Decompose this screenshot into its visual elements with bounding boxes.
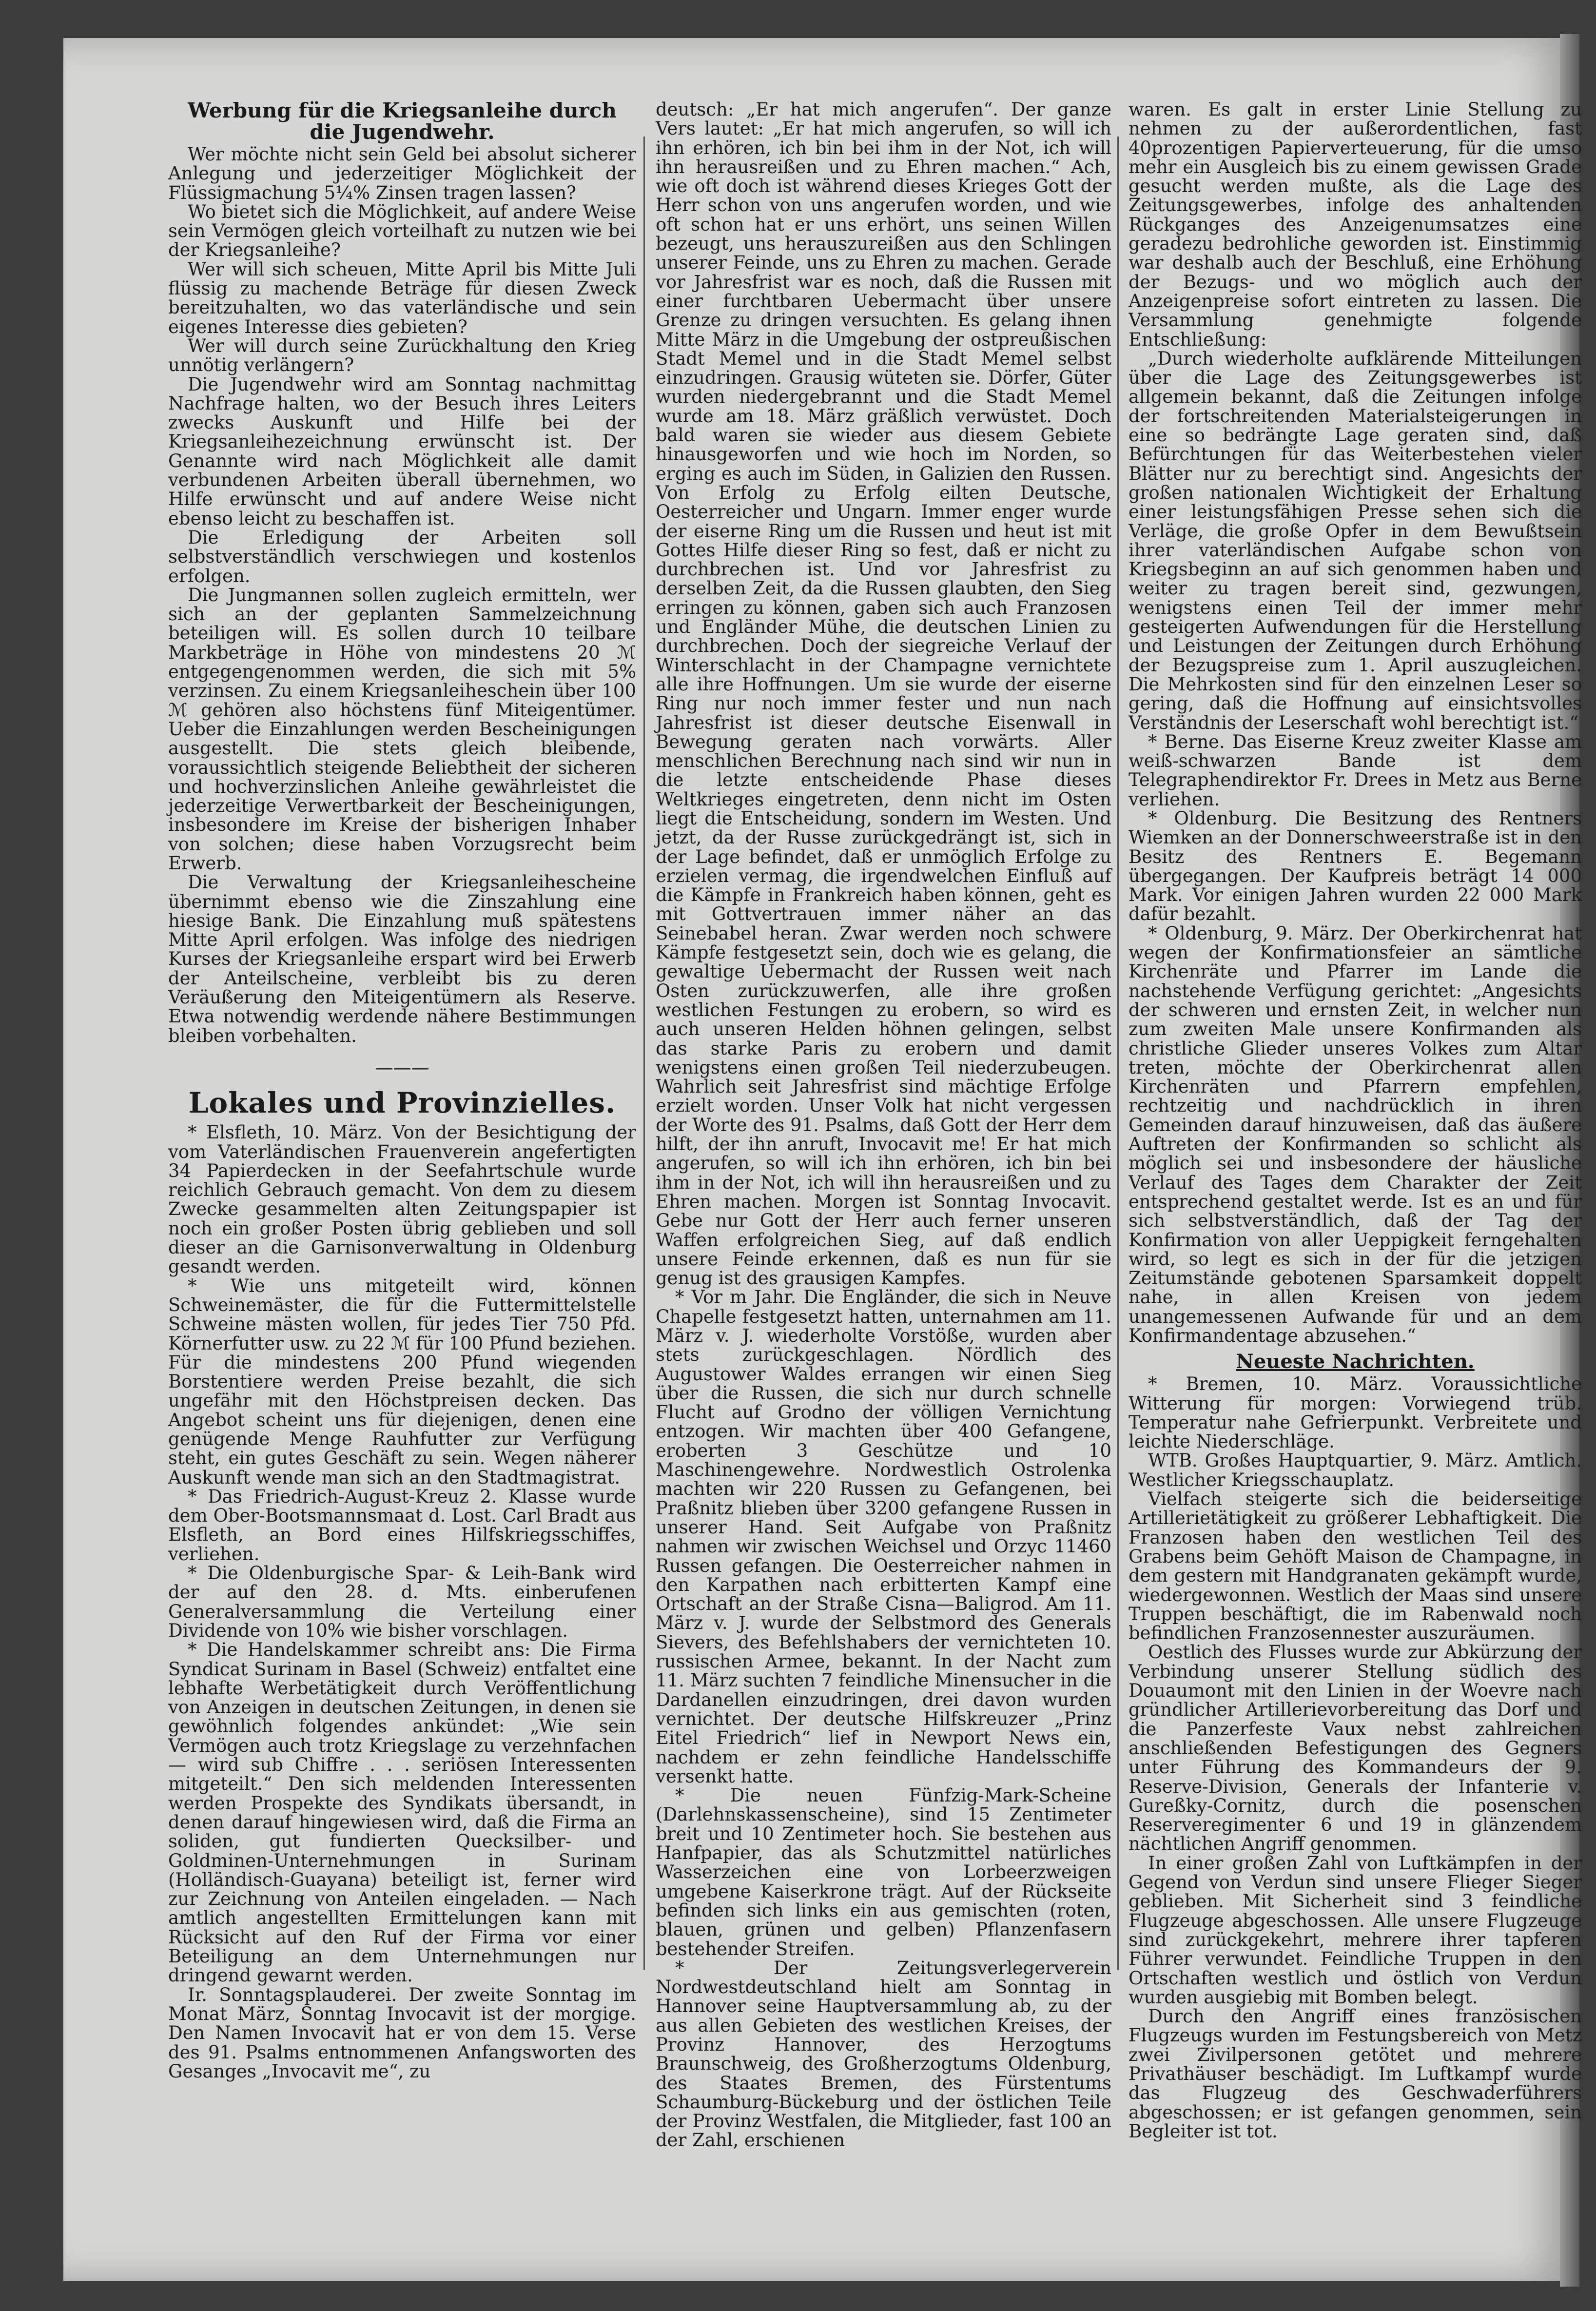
quote-paragraph: „Durch wiederholte aufklärende Mitteilungen über die Lage des Zeitungsgewerbes ist allgemein bekannt, daß die Zeitungen infolge der fortschreitenden Materialsteigerungen in eine so bedrängte Lage geraten sind, daß Befürchtungen für das Weiterbestehen vieler Blätter nur zu berechtigt sind. Angesichts der großen nationalen Wichtigkeit der Erhaltung einer leistungsfähigen Presse sehen sich die Verläge, die große Opfer in dem Bewußtsein ihrer vaterländischen Aufgabe schon von Kriegsbeginn an auf sich genommen haben und weiter zu tragen bereit sind, gezwungen, wenigstens einen Teil der immer mehr gesteigerten Aufwendungen für die Herstellung und Leistungen der Zeitungen durch Erhöhung der Bezugspreise zum 1. April auszugleichen. Die Mehrkosten sind für den einzelnen Leser so gering, daß die Hoffnung auf einsichtsvolles Verständnis der Leserschaft wohl berechtigt ist.“ <box>1129 348 1582 733</box>
news-item: * Die Handelskammer schreibt ans: Die Firma Syndicat Surinam in Basel (Schweiz) entfaltet eine lebhafte Werbetätigkeit durch Veröffentlichung von Anzeigen in deutschen Zeitungen, in denen sie gewöhnlich folgendes ankündet: „Wie sein Vermögen auch trotz Kriegslage zu verzehnfachen — wird sub Chiffre . . . seriösen Interessenten mitgeteilt.“ Den sich meldenden Interessenten werden Prospekte des Syndikats übersandt, in denen darauf hingewiesen wird, daß die Firma an soliden, gut fundierten Quecksilber- und Goldminen-Unternehmungen in Surinam (Holländisch-Guayana) beteiligt ist, ferner wird zur Zeichnung von Anteilen eingeladen. — Nach amtlich angestellten Ermittelungen kann mit Rücksicht auf den Ruf der Firma vor einer Beteiligung an dem Unternehmungen nur dringend gewarnt werden. <box>168 1639 636 1986</box>
column-rule <box>1117 137 1119 1970</box>
news-item: * Wie uns mitgeteilt wird, können Schweinemäster, die für die Futtermittelstelle Schweine mästen wollen, für jedes Tier 750 Pfd. Körnerfutter usw. zu 22 ℳ für 100 Pfund beziehen. Für die mindestens 200 Pfund wiegenden Borstentiere werden Preise bezahlt, die sich ungefähr mit den Höchstpreisen decken. Das Angebot scheint uns für diejenigen, denen eine genügende Menge Rauhfutter zur Verfügung steht, ein gutes Geschäft zu sein. Wegen näherer Auskunft wende man sich an den Stadtmagistrat. <box>168 1275 636 1488</box>
paragraph: Wer will durch seine Zurückhaltung den Krieg unnötig verlängern? <box>168 335 636 376</box>
column-right <box>1129 100 1582 2196</box>
news-item: * Die neuen Fünfzig-Mark-Scheine (Darlehnskassenscheine), sind 15 Zentimeter breit und 10 Zentimeter hoch. Sie bestehen aus Hanfpapier, das als Schutzmittel natürliches Wasserzeichen eine von Lorbeerzweigen umgebene Kaiserkrone trägt. Auf der Rückseite befinden sich links ein aus gemischten (roten, blauen, grünen und gelben) Pflanzenfasern bestehender Streifen. <box>656 1785 1111 1959</box>
paragraph: Die Jungmannen sollen zugleich ermitteln, wer sich an der geplanten Sammelzeichnung beteiligen will. Es sollen durch 10 teilbare Markbeträge in Höhe von mindestens 20 ℳ entgegengenommen werden, die sich mit 5% verzinsen. Zu einem Kriegsanleiheschein über 100 ℳ gehören also höchstens fünf Miteigentümer. Ueber die Einzahlungen werden Bescheinigungen ausgestellt. Die stets gleich bleibende, voraussichtlich steigende Beliebtheit der sicheren und hochverzinslichen Anleihe gewährleistet die jederzeitige Verwertbarkeit der Bescheinigungen, insbesondere im Kreise der bisherigen Inhaber von solchen; diese haben Vorzugsrecht beim Erwerb. <box>168 584 636 874</box>
news-item: * Oldenburg, 9. März. Der Oberkirchenrat hat wegen der Konfirmationsfeier an sämtliche Kirchenräte und Pfarrer im Lande die nachstehende Verfügung gerichtet: „Angesichts der schweren und ernsten Zeit, in welcher nun zum zweiten Male unsere Konfirmanden als christliche Glieder unseres Volkes zum Altar treten, möchte der Oberkirchenrat allen Kirchenräten und Pfarrern empfehlen, rechtzeitig und nachdrücklich in ihren Gemeinden darauf hinzuweisen, daß das äußere Auftreten der Konfirmanden so schlicht als möglich sei und insbesondere der häusliche Verlauf des Tages dem Charakter der Zeit entsprechend gestaltet werde. Ist es an und für sich selbstverständlich, daß der Tag der Konfirmation von aller Ueppigkeit ferngehalten wird, so legt es sich in der für die jetzigen Zeitumstände gebotenen Sparsamkeit doppelt nahe, in allen Kreisen von jedem unangemessenen Aufwande für und an dem Konfirmandentage abzusehen.“ <box>1129 922 1582 1346</box>
news-item: Ir. Sonntagsplauderei. Der zweite Sonntag im Monat März, Sonntag Invocavit ist der morgige. Den Namen Invocavit hat er von dem 15. Verse des 91. Psalms entnommenen Anfangsworten des Gesanges „Invocavit me“, zu <box>168 1984 636 2082</box>
news-item: * Das Friedrich-August-Kreuz 2. Klasse wurde dem Ober-Bootsmannsmaat d. Lost. Carl Bradt aus Elsfleth, an Bord eines Hilfskriegsschiffes, verliehen. <box>168 1486 636 1565</box>
paragraph: Die Verwaltung der Kriegsanleihescheine übernimmt ebenso wie die Zinszahlung eine hiesige Bank. Die Einzahlung muß spätestens Mitte April erfolgen. Was infolge des niedrigen Kurses der Kriegsanleihe erspart wird bei Erwerb der Anteilscheine, verbleibt bis zu deren Veräußerung den Miteigentümern als Reserve. Etwa notwendig werdende nähere Bestimmungen bleiben vorbehalten. <box>168 872 636 1046</box>
news-item: * Bremen, 10. März. Voraussichtliche Witterung für morgen: Vorwiegend trüb. Temperatur nahe Gefrierpunkt. Verbreitete und leichte Niederschläge. <box>1129 1373 1582 1452</box>
paragraph: Die Jugendwehr wird am Sonntag nachmittag Nachfrage halten, wo der Besuch ihres Leiters zwecks Auskunft und Hilfe bei der Kriegsanleihezeichnung erwünscht ist. Der Genannte wird nach Möglichkeit alle damit verbundenen Arbeiten überall übernehmen, wo Hilfe erwünscht und auf andere Weise nicht ebenso leicht zu beschaffen ist. <box>168 373 636 529</box>
paragraph: Wer möchte nicht sein Geld bei absolut sicherer Anlegung und jederzeitiger Möglichkeit der Flüssigmachung 5¼% Zinsen tragen lassen? <box>168 144 636 203</box>
news-item: Vielfach steigerte sich die beiderseitige Artillerietätigkeit zu größerer Lebhaftigkeit. Die Franzosen haben den westlichen Teil des Grabens beim Gehöft Maison de Champagne, in dem gestern mit Handgranaten gekämpft wurde, wiedergewonnen. Westlich der Maas sind unsere Truppen beschäftigt, die im Rabenwald noch befindlichen Franzosennester auszuräumen. <box>1129 1488 1582 1644</box>
paragraph: Wo bietet sich die Möglichkeit, auf andere Weise sein Vermögen gleich vorteilhaft zu nutzen wie bei der Kriegsanleihe? <box>168 201 636 261</box>
article-headline: Werbung für die Kriegsanleihe durch die Jugendwehr. <box>188 98 617 144</box>
news-item: * Vor m Jahr. Die Engländer, die sich in Neuve Chapelle festgesetzt hatten, unternahmen am 11. März v. J. wiederholte Vorstöße, wurden aber stets zurückgeschlagen. Nördlich des Augustower Waldes errangen wir einen Sieg über die Russen, die sich nur durch schnelle Flucht auf Grodno der völligen Vernichtung entzogen. Wir machten über 400 Gefangene, eroberten 3 Geschütze und 10 Maschinengewehre. Nordwestlich Ostrolenka machten wir 220 Russen zu Gefangenen, bei Praßnitz blieben über 3200 gefangene Russen in unserer Hand. Seit Aufgabe von Praßnitz nahmen wir zwischen Weichsel und Orzyc 11460 Russen gefangen. Die Oesterreicher nahmen in den Karpathen nach erbitterten Kampf eine Ortschaft an der Straße Cisna—Baligrod. Am 11. März v. J. wurde der Selbstmord des Generals Sievers, des Befehlshabers der vernichteten 10. russischen Armee, bekannt. In der Nacht zum 11. März suchten 7 feindliche Minensucher in die Dardanellen einzudringen, drei davon wurden vernichtet. Der deutsche Hilfskreuzer „Prinz Eitel Friedrich“ lief in Newport News ein, nachdem er zehn feindliche Handelsschiffe versenkt hatte. <box>656 1287 1111 1787</box>
news-item: * Berne. Das Eiserne Kreuz zweiter Klasse am weiß-schwarzen Bande ist dem Telegraphendirektor Fr. Drees in Metz aus Berne verliehen. <box>1129 731 1582 810</box>
news-item: * Oldenburg. Die Besitzung des Rentners Wiemken an der Donnerschweerstraße ist in den Besitz des Rentners E. Begemann übergegangen. Der Kaufpreis beträgt 14 000 Mark. Vor einigen Jahren wurden 22 000 Mark dafür bezahlt. <box>1129 807 1582 925</box>
paragraph: Wer will sich scheuen, Mitte April bis Mitte Juli flüssig zu machende Beträge für diesen Zweck bereitzuhalten, wo das vaterländische und sein eigenes Interesse dies gebieten? <box>168 258 636 337</box>
news-item: In einer großen Zahl von Luftkämpfen in der Gegend von Verdun sind unsere Flieger Sieger geblieben. Mit Sicherheit sind 3 feindliche Flugzeuge abgeschossen. Alle unsere Flugzeuge sind zurückgekehrt, mehrere ihrer tapferen Führer verwundet. Feindliche Truppen in den Ortschaften westlich und östlich von Verdun wurden ausgiebig mit Bomben belegt. <box>1129 1852 1582 2008</box>
divider: ——— <box>375 1057 429 1078</box>
paragraph: deutsch: „Er hat mich angerufen“. Der ganze Vers lautet: „Er hat mich angerufen, so will ich ihn erhören, ich bin bei ihm in der Not, ich will ihn herausreißen und zu Ehren machen.“ Ach, wie oft doch ist während dieses Krieges Gott der Herr schon von uns angerufen worden, und wie oft schon hat er uns erhört, uns seinen Willen bezeugt, uns herauszureißen aus den Schlingen unserer Feinde, uns zu Ehren zu machen. Gerade vor Jahresfrist war es noch, daß die Russen mit einer furchtbaren Uebermacht über unsere Grenze zu dringen versuchten. Es gelang ihnen Mitte März in die Umgebung der ostpreußischen Stadt Memel und in die Stadt Memel selbst einzudringen. Grausig wüteten sie. Dörfer, Güter wurden niedergebrannt und die Stadt Memel wurde am 18. März gräßlich verwüstet. Doch bald waren sie wieder aus diesem Gebiete hinausgeworfen und wie hoch im Norden, so erging es auch im Süden, in Galizien den Russen. Von Erfolg zu Erfolg eilten Deutsche, Oesterreicher und Ungarn. Immer enger wurde der eiserne Ring um die Russen und heut ist mit Gottes Hilfe dieser Ring so fest, daß er nicht zu durchbrechen ist. Und vor Jahresfrist zu derselben Zeit, da die Russen glaubten, den Sieg erringen zu können, gaben sich auch Franzosen und Engländer Mühe, die deutschen Linien zu durchbrechen. Doch der siegreiche Verlauf der Winterschlacht in der Champagne vernichtete alle ihre Hoffnungen. Um sie wurde der eiserne Ring nur noch immer fester und nun nach Jahresfrist ist dieser deutsche Eisenwall in Bewegung geraten nach vorwärts. Aller menschlichen Berechnung nach sind wir nun in die letzte entscheidende Phase dieses Weltkrieges eingetreten, denn nicht im Osten liegt die Entscheidung, sondern im Westen. Und jetzt, da der Russe zurückgedrängt ist, sich in der Lage befindet, daß er unmöglich Erfolge zu erzielen vermag, die irgendwelchen Einfluß auf die Kämpfe in Frankreich haben können, geht es mit Gottvertrauen immer näher an das Seinebabel heran. Zwar werden noch schwere Kämpfe festgesetzt sein, doch wie es gelang, die gewaltige Uebermacht der Russen weit nach Osten zurückzuwerfen, alle ihre großen westlichen Festungen zu erobern, so wird es auch unseren Helden höhnen gelingen, selbst das starke Paris zu erobern und damit wenigstens einen großen Teil niederzubeugen. Wahrlich seit Jahresfrist sind mächtige Erfolge erzielt worden. Unser Volk hat nicht vergessen der Worte des 91. Psalms, daß Gott der Herr dem hilft, der ihn anruft, Invocavit me! Er hat mich angerufen, so will ich ihn erhören, ich bin bei ihm in der Not, ich will ihn herausreißen und zu Ehren machen. Morgen ist Sonntag Invocavit. Gebe nur Gott der Herr auch ferner unseren Waffen erfolgreichen Sieg, auf daß endlich unsere Feinde erkennen, daß es nun für sie genug ist des grausigen Kampfes. <box>656 99 1111 1289</box>
section-subhead: Neueste Nachrichten. <box>1236 1350 1475 1373</box>
news-item: Oestlich des Flusses wurde zur Abkürzung der Verbindung unserer Stellung südlich des Douaumont mit den Linien in der Woevre nach gründlicher Artillerievorbereitung das Dorf und die Panzerfeste Vaux nebst zahlreichen anschließenden Befestigungen des Gegners unter Führung des Kommandeurs der 9. Reserve-Division, Generals der Infanterie v. Gureßky-Cornitz, durch die posenschen Reserveregimenter 6 und 19 in glänzendem nächtlichen Angriff genommen. <box>1129 1642 1582 1855</box>
paragraph: Die Erledigung der Arbeiten soll selbstverständlich verschwiegen und kostenlos erfolgen. <box>168 527 636 587</box>
column-left <box>168 100 636 2081</box>
section-title: Lokales und Provinzielles. <box>188 1086 616 1120</box>
paragraph: waren. Es galt in erster Linie Stellung zu nehmen zu der außerordentlichen, fast 40prozentigen Papierverteuerung, für die umso mehr ein Ausgleich bis zu einem gewissen Grade gesucht werden mußte, als die Lage des Zeitungsgewerbes, infolge des anhaltenden Rückganges des Anzeigenumsatzes eine geradezu bedrohliche geworden ist. Einstimmig war deshalb auch der Beschluß, eine Erhöhung der Bezugs- und wo möglich auch der Anzeigenpreise sofort eintreten zu lassen. Die Versammlung genehmigte folgende Entschließung: <box>1129 100 1582 350</box>
news-item: Durch den Angriff eines französischen Flugzeugs wurden im Festungsbereich von Metz zwei Zivilpersonen getötet und mehrere Privathäuser beschädigt. Im Luftkampf wurde das Flugzeug des Geschwaderführers abgeschossen; er ist gefangen genommen, sein Begleiter ist tot. <box>1129 2006 1582 2142</box>
column-middle <box>656 100 1111 2150</box>
news-item: * Der Zeitungsverlegerverein Nordwestdeutschland hielt am Sonntag in Hannover seine Hauptversammlung ab, zu der aus allen Gebieten des westlichen Kreises, der Provinz Hannover, des Herzogtums Braunschweig, des Großherzogtums Oldenburg, des Staates Bremen, des Fürstentums Schaumburg-Bückeburg und der östlichen Teile der Provinz Westfalen, die Mitglieder, fast 100 an der Zahl, erschienen <box>656 1957 1111 2151</box>
news-item: * Elsfleth, 10. März. Von der Besichtigung der vom Vaterländischen Frauenverein angefertigten 34 Papierdecken in der Seefahrtschule wurde reichlich Gebrauch gemacht. Von dem zu diesem Zwecke gesammelten alten Zeitungspapier ist noch ein großer Posten übrig geblieben und soll dieser an die Garnisonverwaltung in Oldenburg gesandt werden. <box>168 1122 636 1277</box>
news-item: WTB. Großes Hauptquartier, 9. März. Amtlich. Westlicher Kriegsschauplatz. <box>1129 1450 1582 1490</box>
news-item: * Die Oldenburgische Spar- & Leih-Bank wird der auf den 28. d. Mts. einberufenen Generalversammlung die Verteilung einer Dividende von 10% wie bisher vorschlagen. <box>168 1563 636 1641</box>
column-rule <box>643 137 645 1970</box>
